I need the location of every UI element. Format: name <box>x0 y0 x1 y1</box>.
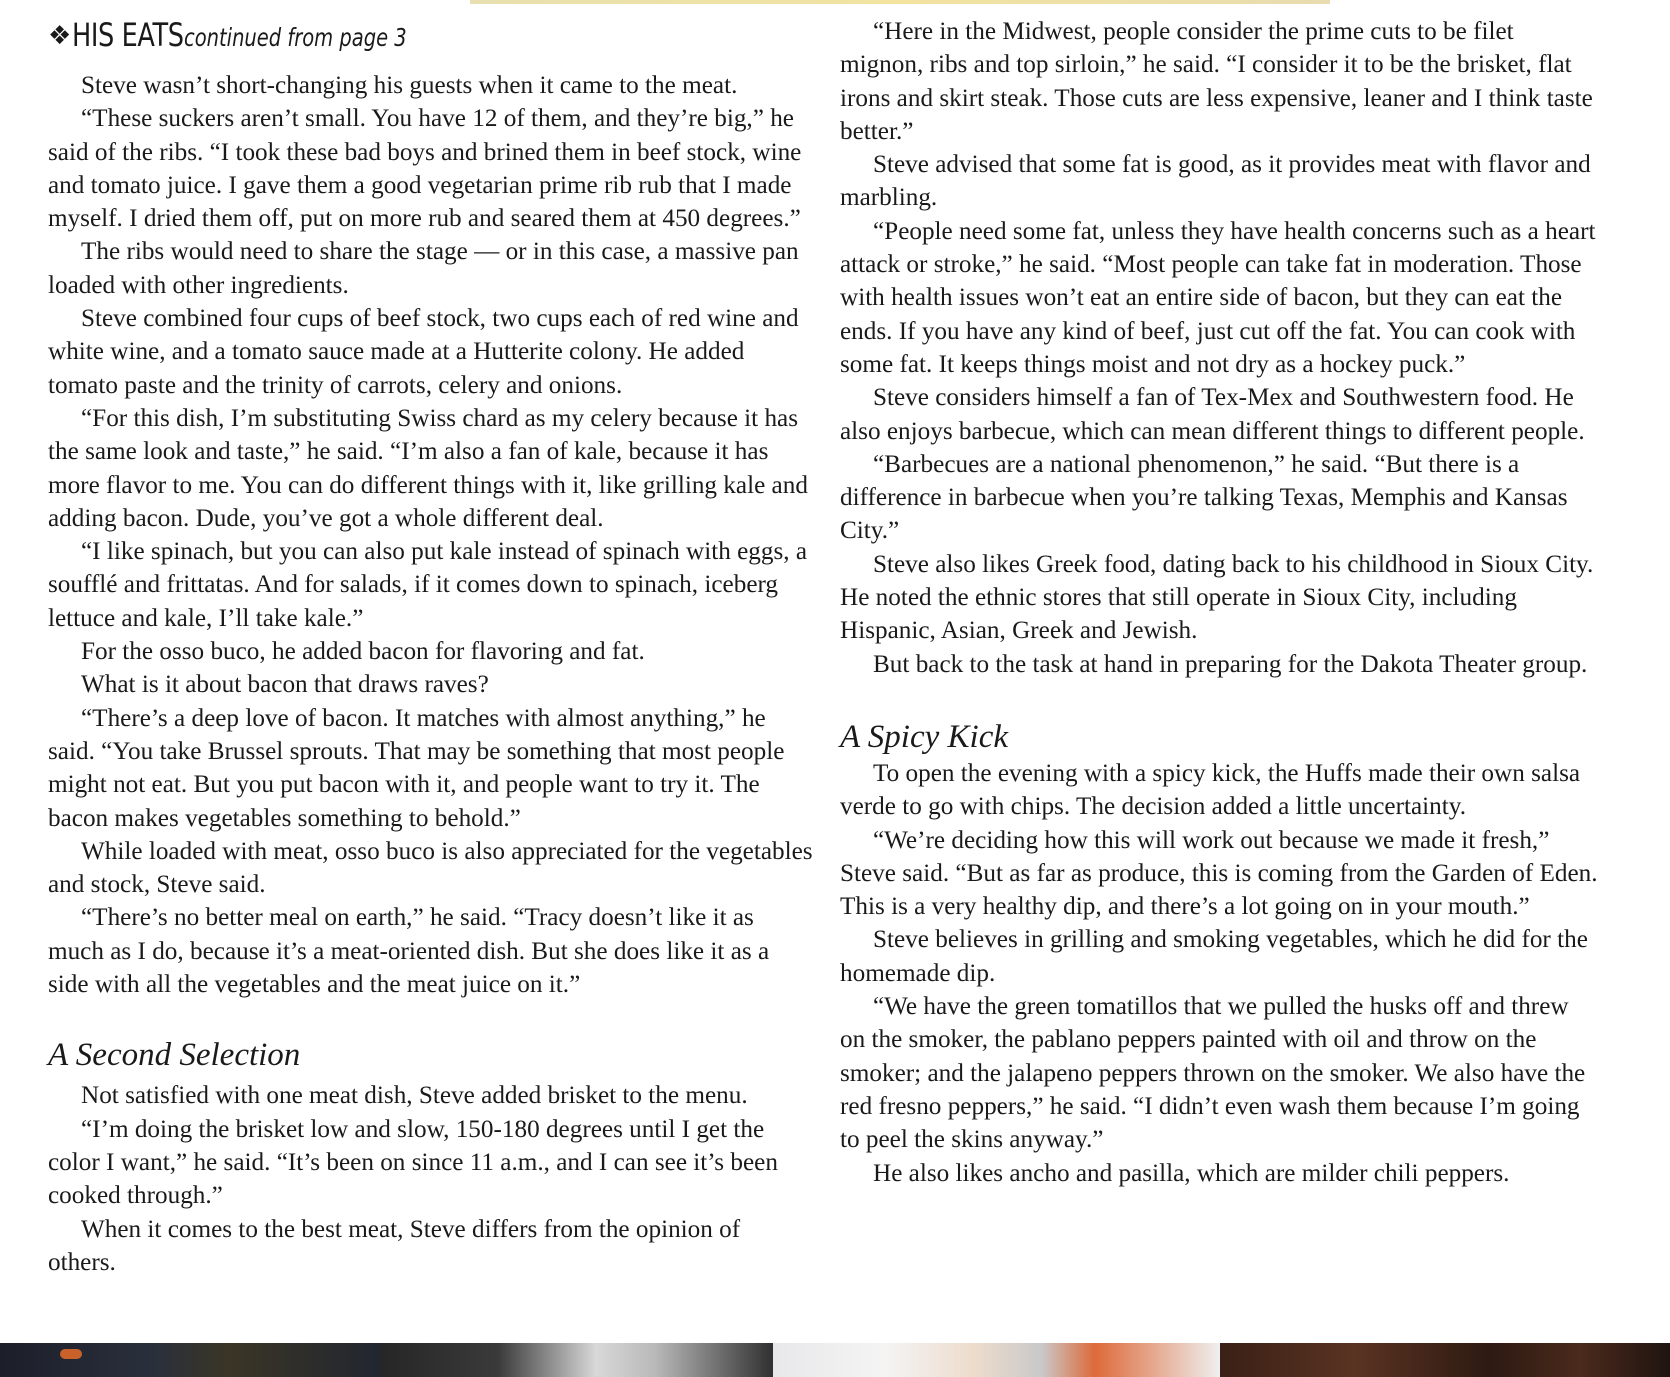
paragraph: “There’s no better meal on earth,” he said. “Tracy doesn’t like it as much as I do, because it’s a meat-oriented dish. But she does like it as a side with all the vegetables and the meat juice on it.” <box>48 904 770 999</box>
photo-grill-vegetables <box>0 1343 380 1377</box>
paragraph: The ribs would need to share the stage — or in this case, a massive pan loaded with other ingredients. <box>48 238 799 299</box>
paragraph: “Here in the Midwest, people consider the prime cuts to be filet mignon, ribs and top sirloin,” he said. “I consider it to be the brisket, flat irons and skirt steak. Those cuts are less expensive, leaner and I think taste better.” <box>840 18 1593 145</box>
paragraph: “These suckers aren’t small. You have 12 of them, and they’re big,” he said of the ribs. “I took these bad boys and brined them in beef stock, wine and tomato juice. I gave them a good vegetarian prime rib rub that I made myself. I dried them off, put on more rub and seared them at 450 degrees.” <box>48 105 802 233</box>
photo-strip <box>0 1343 1670 1377</box>
paragraph: When it comes to the best meat, Steve differs from the opinion of others. <box>48 1215 741 1276</box>
paragraph: To open the evening with a spicy kick, the Huffs made their own salsa verde to go with chips. The decision added a little uncertainty. <box>840 759 1581 821</box>
photo-smoked-brisket <box>1220 1343 1670 1377</box>
paragraph: While loaded with meat, osso buco is also appreciated for the vegetables and stock, Steve said. <box>48 837 813 899</box>
paragraph: “We have the green tomatillos that we pulled the husks off and threw on the smoker, the pablano peppers painted with oil and throw on the smoker; and the jalapeno peppers thrown on the smoker. We also have the red fresno peppers,” he said. “I didn’t even wash them because I’m going to peel the skins anyway.” <box>840 993 1586 1154</box>
paragraph: “There’s a deep love of bacon. It matches with almost anything,” he said. “You take Brussel sprouts. That may be something that most people might not eat. But you put bacon with it, and people want to try it. The bacon makes vegetables something to behold.” <box>48 704 785 832</box>
right-body-a <box>840 0 1600 681</box>
right-body-b <box>840 757 1600 1190</box>
paragraph: “For this dish, I’m substituting Swiss chard as my celery because it has the same look and taste,” he said. “I’m also a fan of kale, because it has more flavor to me. You can do different things with it, like grilling kale and adding bacon. Dude, you’ve got a whole different deal. <box>48 404 808 532</box>
paragraph: What is it about bacon that draws raves? <box>81 671 489 699</box>
continued-note: continued from page 3 <box>184 23 408 52</box>
paragraph: “I’m doing the brisket low and slow, 150-180 degrees until I get the color I want,” he said. “It’s been on since 11 a.m., and I can see it’s been cooked through.” <box>48 1115 778 1210</box>
paragraph: Not satisfied with one meat dish, Steve added brisket to the menu. <box>81 1082 748 1110</box>
paragraph: Steve believes in grilling and smoking vegetables, which he did for the homemade dip. <box>840 926 1588 987</box>
photo-foil-wrapped <box>380 1343 773 1377</box>
paragraph: “We’re deciding how this will work out because we made it fresh,” Steve said. “But as far as produce, this is coming from the Garden of Eden. This is a very healthy dip, and there’s a lot going on in your mouth.” <box>840 826 1598 921</box>
section-kicker <box>48 14 813 63</box>
paragraph: “Barbecues are a national phenomenon,” he said. “But there is a difference in barbecue when you’re talking Texas, Memphis and Kansas City.” <box>840 450 1568 545</box>
paragraph: Steve also likes Greek food, dating back to his childhood in Sioux City. He noted the ethnic stores that still operate in Sioux City, including Hispanic, Asian, Greek and Jewish. <box>840 550 1594 645</box>
subhead-second-selection: A Second Selection <box>48 1037 301 1074</box>
left-body-b <box>48 1079 813 1279</box>
section-name: HIS EATS <box>72 16 184 54</box>
paragraph: Steve considers himself a fan of Tex-Mex and Southwestern food. He also enjoys barbecue, which can mean different things to different people. <box>840 384 1585 445</box>
paragraph: “People need some fat, unless they have health concerns such as a heart attack or stroke,” he said. “Most people can take fat in moderation. Those with health issues won’t eat an entire side of bacon, but they can eat the ends. If you have any kind of beef, just cut off the fat. You can cook with some fat. It keeps things moist and not dry as a hockey puck.” <box>840 217 1596 378</box>
right-column <box>840 0 1600 1190</box>
paragraph: Steve advised that some fat is good, as it provides meat with flavor and marbling. <box>840 151 1591 212</box>
paragraph: Steve combined four cups of beef stock, two cups each of red wine and white wine, and a tomato sauce made at a Hutterite colony. He added tomato paste and the trinity of carrots, celery and onions. <box>48 305 799 399</box>
paragraph: Steve wasn’t short-changing his guests when it came to the meat. <box>81 72 738 99</box>
paragraph: He also likes ancho and pasilla, which are milder chili peppers. <box>873 1159 1510 1187</box>
left-column <box>48 0 813 1279</box>
subhead-spicy-kick: A Spicy Kick <box>840 718 1008 755</box>
paragraph: For the osso buco, he added bacon for flavoring and fat. <box>81 638 645 666</box>
photo-kitchen-counter <box>773 1343 1220 1377</box>
paragraph: But back to the task at hand in preparing for the Dakota Theater group. <box>873 650 1588 678</box>
diamond-bullet-icon: ❖ <box>48 21 72 51</box>
left-body-a <box>48 69 813 1001</box>
paragraph: “I like spinach, but you can also put kale instead of spinach with eggs, a soufflé and frittatas. And for salads, if it comes down to spinach, iceberg lettuce and kale, I’ll take kale.” <box>48 538 808 632</box>
